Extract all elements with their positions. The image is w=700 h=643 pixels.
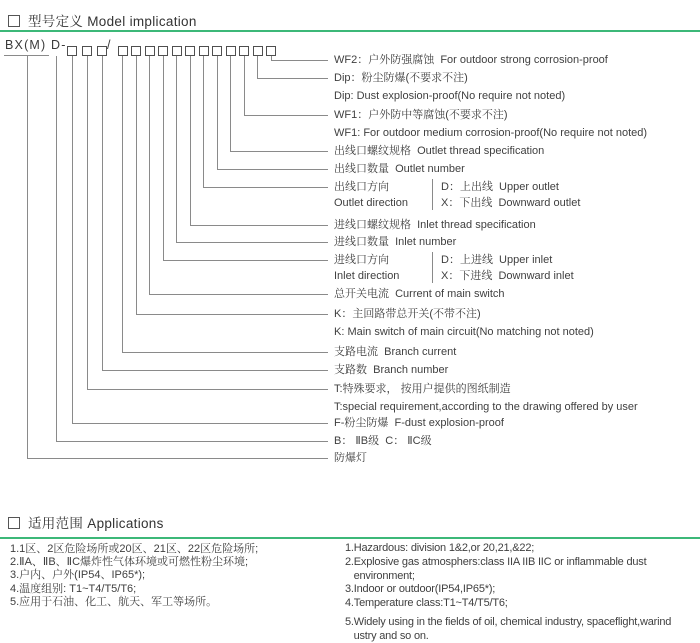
model-part-label: T:特殊要求， 按用户提供的图纸制造 [334,383,511,395]
model-code-box [266,46,276,56]
model-section-title [8,10,197,30]
model-part-label: 出线口数量 Outlet number [334,163,465,175]
model-code-box [82,46,92,56]
model-part-label: WF2：户外防强腐蚀 For outdoor strong corrosion-proof [334,54,608,66]
model-part-label: 出线口方向 [334,181,389,193]
model-code-box [226,46,236,56]
connector-hline [163,260,329,261]
connector-hline [72,423,329,424]
application-item-en: 4.Temperature class:T1~T4/T5/T6; [345,597,508,609]
model-part-label: 进线口数量 Inlet number [334,236,457,248]
application-item-en: environment; [345,570,415,582]
connector-hline [56,441,328,442]
application-item-cn: 1.1区、2区危险场所或20区、21区、22区危险场所; [10,543,259,555]
divider-green-model [0,30,700,32]
model-code-box [158,46,168,56]
model-part-label: 进线口方向 [334,254,389,266]
connector-hline [27,458,328,459]
application-item-cn: 4.温度组别: T1~T4/T5/T6; [10,582,137,595]
model-part-label: K：主回路带总开关(不带不注) [334,308,481,320]
applications-title-cn: 适用范围 [28,516,84,531]
connector-vline [217,56,218,169]
model-part-label: Dip: Dust explosion-proof(No require not noted) [334,90,566,102]
application-item-en: 1.Hazardous: division 1&2,or 20,21,&22; [345,542,535,554]
connector-vline [122,56,123,352]
model-part-label: F-粉尘防爆 F-dust explosion-proof [334,417,504,429]
connector-hline [136,314,329,315]
connector-vline [203,56,204,187]
bracket-option-label: D：上出线 Upper outlet [441,181,559,193]
applications-title-en: Applications [87,516,164,531]
model-code-box [239,46,249,56]
model-code-box [199,46,209,56]
connector-hline [271,60,329,61]
connector-vline [87,56,88,389]
model-part-label: Outlet direction [334,197,408,209]
model-section-title-en-text: Model implication [87,14,197,29]
model-part-label: K: Main switch of main circuit(No matching not noted) [334,326,594,338]
model-code-box [67,46,77,56]
model-code-box [185,46,195,56]
model-part-label: 支路数 Branch number [334,364,449,376]
bracket-option-label: D：上进线 Upper inlet [441,254,553,266]
model-code-box [145,46,155,56]
model-code-box [172,46,182,56]
connector-vline [102,56,103,370]
model-part-label: Inlet direction [334,270,400,282]
connector-vline [149,56,150,294]
connector-hline [176,242,328,243]
application-item-en: ustry and so on. [345,630,429,642]
model-code-box [131,46,141,56]
connector-hline [87,389,329,390]
model-part-label: 出线口螺纹规格 Outlet thread specification [334,145,545,157]
model-part-label: 进线口螺纹规格 Inlet thread specification [334,219,536,231]
model-code-box [212,46,222,56]
model-part-label: 支路电流 Branch current [334,346,457,358]
applications-section-title [8,512,164,532]
connector-vline [176,56,177,242]
model-part-label: 防爆灯 [334,452,367,464]
application-item-en: 2.Explosive gas atmosphers:class IIA IIB IIC or inflammable dust [345,556,647,568]
connector-vline [163,56,164,260]
connector-vline [72,56,73,423]
connector-vline [136,56,137,314]
model-code-slash: / [107,38,112,52]
model-code-prefix: BX(M) [5,38,47,52]
model-code-box [97,46,107,56]
bracket-line [432,179,433,210]
model-code-d: D- [51,38,67,52]
connector-hline [149,294,328,295]
bracket-option-label: X：下进线 Downward inlet [441,270,574,282]
connector-vline [56,56,57,441]
model-part-label: WF1：户外防中等腐蚀(不要求不注) [334,109,508,121]
section-marker-box-icon [8,517,20,529]
model-code-box [118,46,128,56]
model-part-label: T:special requirement,according to the drawing offered by user [334,401,638,413]
section-marker-box-icon [8,15,20,27]
bracket-line [432,252,433,283]
application-item-cn: 2.ⅡA、ⅡB、ⅡC爆炸性气体环境或可燃性粉尘环境; [10,556,249,569]
connector-hline [102,370,329,371]
bracket-option-label: X：下出线 Downward outlet [441,197,581,209]
application-item-en: 3.Indoor or outdoor(IP54,IP65*); [345,583,496,595]
application-item-cn: 5.应用于石油、化工、航天、军工等场所。 [10,595,218,608]
connector-vline [244,56,245,115]
connector-vline [257,56,258,78]
model-section-title-cn: 型号定义 [28,14,84,29]
connector-hline [122,352,328,353]
model-code-box [253,46,263,56]
model-part-label: B： ⅡB级 C： ⅡC级 [334,435,432,447]
connector-vline [230,56,231,151]
connector-hline [244,115,329,116]
connector-hline [230,151,328,152]
model-part-label: Dip：粉尘防爆(不要求不注) [334,72,468,84]
application-item-cn: 3.户内、户外(IP54、IP65*); [10,569,146,582]
connector-hline [257,78,328,79]
connector-hline [190,225,329,226]
model-part-label: 总开关电流 Current of main switch [334,288,505,300]
divider-green-applications [0,537,700,539]
application-item-en: 5.Widely using in the fields of oil, chemical industry, spaceflight,warind [345,616,672,628]
connector-hline [217,169,329,170]
connector-vline [27,56,28,458]
connector-hline [203,187,328,188]
connector-vline [190,56,191,225]
model-part-label: WF1: For outdoor medium corrosion-proof(No require not noted) [334,127,648,139]
